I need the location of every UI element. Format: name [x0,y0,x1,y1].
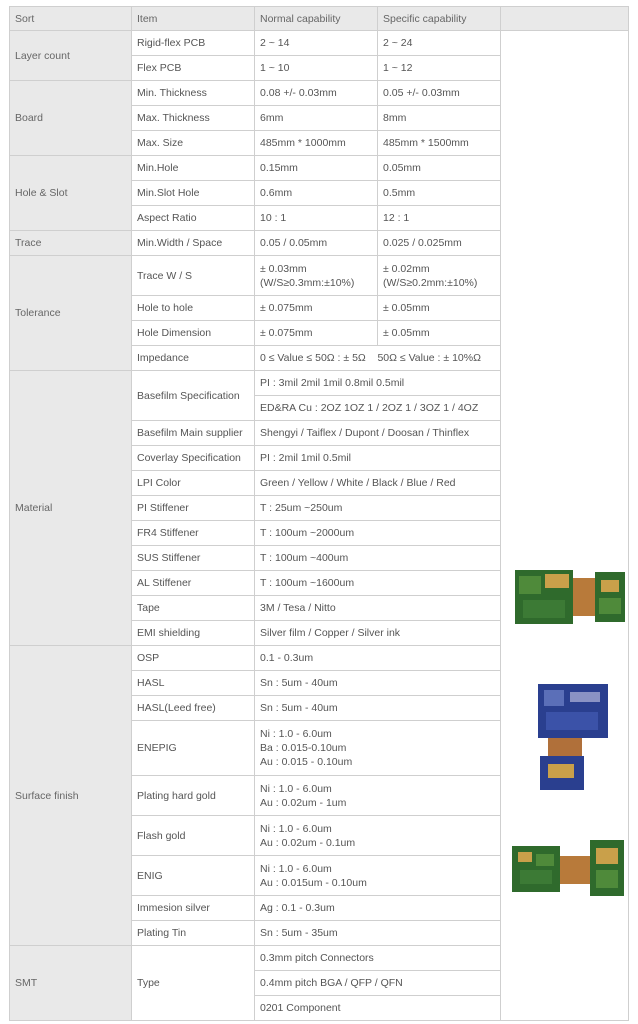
value-cell: 0.4mm pitch BGA / QFP / QFN [255,971,501,996]
impedance-normal: 0 ≤ Value ≤ 50Ω : ± 5Ω [260,352,366,364]
item-cell: Type [132,946,255,1021]
value-cell: T : 25um ~250um [255,496,501,521]
item-cell: FR4 Stiffener [132,521,255,546]
item-cell: Immesion silver [132,896,255,921]
sort-layer-count: Layer count [10,31,132,81]
item-cell: Flex PCB [132,56,255,81]
capability-table [9,6,629,1021]
specific-cell: 0.05mm [378,156,501,181]
header-normal-capability: Normal capability [255,7,378,31]
item-cell: Coverlay Specification [132,446,255,471]
header-specific-capability: Specific capability [378,7,501,31]
specific-cell: 0.05 +/- 0.03mm [378,81,501,106]
value-cell: Silver film / Copper / Silver ink [255,621,501,646]
item-cell: ENIG [132,856,255,896]
sort-material: Material [10,371,132,646]
specific-cell [378,256,501,296]
specific-cell: 485mm * 1500mm [378,131,501,156]
item-cell: Min.Hole [132,156,255,181]
value-cell: PI : 2mil 1mil 0.5mil [255,446,501,471]
value-cell: Green / Yellow / White / Black / Blue / Red [255,471,501,496]
item-cell: OSP [132,646,255,671]
value-cell: T : 100um ~400um [255,546,501,571]
value-cell [255,856,501,896]
normal-cell: 0.05 / 0.05mm [255,231,378,256]
value-cell: Ag : 0.1 - 0.3um [255,896,501,921]
normal-cell: 0.15mm [255,156,378,181]
sort-tolerance: Tolerance [10,256,132,371]
table-row [10,31,629,56]
value-cell: 3M / Tesa / Nitto [255,596,501,621]
item-cell: Aspect Ratio [132,206,255,231]
value-lines: Ni : 1.0 - 6.0um Au : 0.02um - 0.1um [260,822,356,849]
item-cell: Min.Width / Space [132,231,255,256]
item-cell: Plating hard gold [132,776,255,816]
assembled-pcb-image [512,838,626,900]
impedance-cell [255,346,501,371]
item-cell: Basefilm Main supplier [132,421,255,446]
header-sort: Sort [10,7,132,31]
sort-trace: Trace [10,231,132,256]
specific-cell: 1 ~ 12 [378,56,501,81]
specific-cell: 2 ~ 24 [378,31,501,56]
normal-cell: 6mm [255,106,378,131]
header-image [501,7,629,31]
item-cell: Flash gold [132,816,255,856]
normal-line: ± 0.03mm (W/S≥0.3mm:±10%) [260,262,355,289]
rigid-flex-pcb-image [515,566,627,628]
item-cell: Rigid-flex PCB [132,31,255,56]
normal-cell: ± 0.075mm [255,321,378,346]
value-cell: ED&RA Cu : 2OZ 1OZ 1 / 2OZ 1 / 3OZ 1 / 4OZ [255,396,501,421]
value-cell [255,776,501,816]
value-lines: Ni : 1.0 - 6.0um Au : 0.02um - 1um [260,782,347,809]
item-cell: Min.Slot Hole [132,181,255,206]
normal-cell: 0.6mm [255,181,378,206]
value-cell: PI : 3mil 2mil 1mil 0.8mil 0.5mil [255,371,501,396]
value-cell: T : 100um ~1600um [255,571,501,596]
normal-cell: 2 ~ 14 [255,31,378,56]
value-cell: 0.1 - 0.3um [255,646,501,671]
item-cell: Max. Size [132,131,255,156]
specific-cell: ± 0.05mm [378,296,501,321]
item-cell: PI Stiffener [132,496,255,521]
normal-cell: ± 0.075mm [255,296,378,321]
specific-cell: 8mm [378,106,501,131]
normal-cell: 1 ~ 10 [255,56,378,81]
item-cell: LPI Color [132,471,255,496]
value-cell: T : 100um ~2000um [255,521,501,546]
specific-cell: 12 : 1 [378,206,501,231]
sort-hole-slot: Hole & Slot [10,156,132,231]
item-cell: ENEPIG [132,721,255,776]
value-cell [255,816,501,856]
specific-cell: 0.5mm [378,181,501,206]
normal-cell [255,256,378,296]
item-cell: Max. Thickness [132,106,255,131]
value-cell: 0.3mm pitch Connectors [255,946,501,971]
specific-cell: 0.025 / 0.025mm [378,231,501,256]
value-cell: Sn : 5um - 40um [255,696,501,721]
value-cell: Sn : 5um - 35um [255,921,501,946]
normal-cell: 485mm * 1000mm [255,131,378,156]
sort-board: Board [10,81,132,156]
specific-cell: ± 0.05mm [378,321,501,346]
normal-cell: 0.08 +/- 0.03mm [255,81,378,106]
value-cell [255,721,501,776]
value-cell: Shengyi / Taiflex / Dupont / Doosan / Thinflex [255,421,501,446]
normal-cell: 10 : 1 [255,206,378,231]
item-cell: AL Stiffener [132,571,255,596]
item-cell: EMI shielding [132,621,255,646]
value-cell: 0201 Component [255,996,501,1021]
item-cell: Plating Tin [132,921,255,946]
item-cell: Tape [132,596,255,621]
value-lines: Ni : 1.0 - 6.0um Au : 0.015um - 0.10um [260,862,367,889]
item-cell: Hole Dimension [132,321,255,346]
pcb-image-column [501,31,629,1021]
item-cell: Trace W / S [132,256,255,296]
item-cell: SUS Stiffener [132,546,255,571]
sort-smt: SMT [10,946,132,1021]
value-lines: Ni : 1.0 - 6.0um Ba : 0.015-0.10um Au : 0.015 - 0.10um [260,728,353,768]
sort-surface-finish: Surface finish [10,646,132,946]
table-header-row [10,7,629,31]
item-cell: Hole to hole [132,296,255,321]
specific-line: ± 0.02mm (W/S≥0.2mm:±10%) [383,262,478,289]
item-cell: HASL(Leed free) [132,696,255,721]
header-item: Item [132,7,255,31]
item-cell: Basefilm Specification [132,371,255,421]
value-cell: Sn : 5um - 40um [255,671,501,696]
impedance-specific: 50Ω ≤ Value : ± 10%Ω [377,352,481,364]
item-cell: HASL [132,671,255,696]
item-cell: Min. Thickness [132,81,255,106]
item-cell: Impedance [132,346,255,371]
blue-flex-pcb-image [534,682,612,792]
